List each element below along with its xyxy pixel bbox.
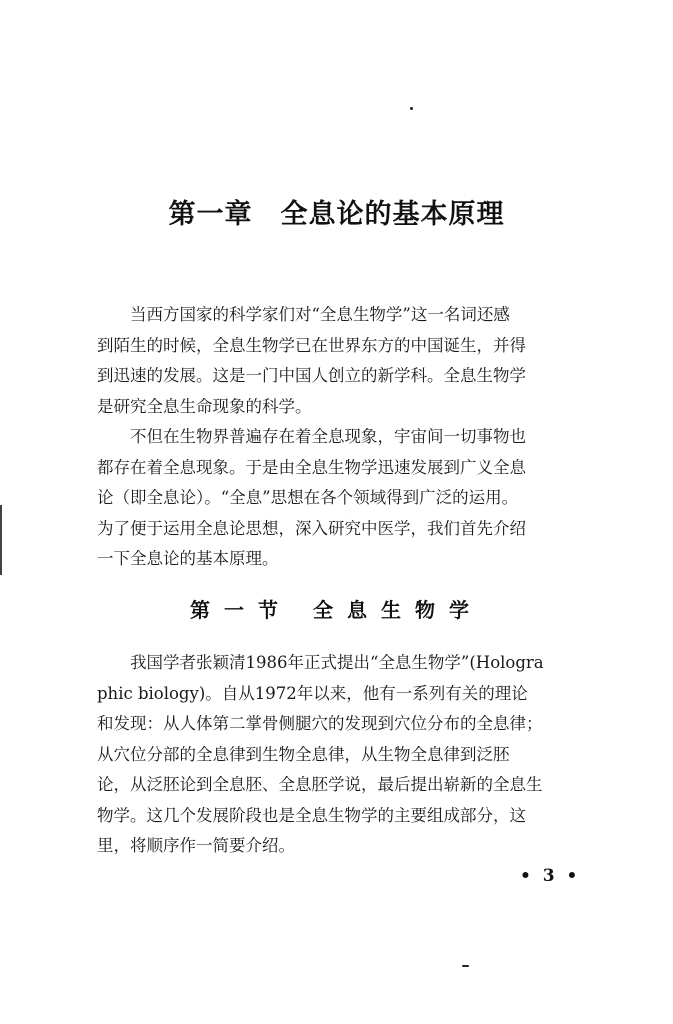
print-speck xyxy=(462,965,469,967)
paragraph-line: 到迅速的发展。这是一门中国人创立的新学科。全息生物学 xyxy=(97,366,526,385)
paragraph-line: 物学。这几个发展阶段也是全息生物学的主要组成部分，这 xyxy=(97,805,526,825)
print-speck xyxy=(410,107,413,110)
scan-margin-mark xyxy=(0,505,2,575)
paragraph-line: 到陌生的时候，全息生物学已在世界东方的中国诞生，并得 xyxy=(97,335,526,355)
paragraph-line: 是研究全息生命现象的科学。 xyxy=(97,396,312,416)
paragraph-line: 里，将顺序作一简要介绍。 xyxy=(97,836,295,855)
paragraph-line: phic biology)。自从1972年以来，他有一系列有关的理论 xyxy=(97,683,528,703)
page-number: • 3 • xyxy=(520,866,581,886)
paragraph-line: 从穴位分部的全息律到生物全息律，从生物全息律到泛胚 xyxy=(97,744,510,764)
intro-paragraph-1 xyxy=(97,300,605,422)
paragraph-line: 我国学者张颖清1986年正式提出“全息生物学”(Hologra xyxy=(130,653,544,672)
paragraph-line: 论，从泛胚论到全息胚、全息胚学说，最后提出崭新的全息生 xyxy=(97,775,543,794)
section-title: 第一节 全息生物学 xyxy=(190,598,483,622)
paragraph-line: 都存在着全息现象。于是由全息生物学迅速发展到广义全息 xyxy=(97,457,526,477)
section-paragraph xyxy=(97,648,605,862)
paragraph-line: 一下全息论的基本原理。 xyxy=(97,549,279,568)
paragraph-line: 不但在生物界普遍存在着全息现象，宇宙间一切事物也 xyxy=(130,427,526,446)
paragraph-line: 论（即全息论）。“全息”思想在各个领域得到广泛的运用。 xyxy=(97,488,519,507)
intro-paragraph-2 xyxy=(97,422,605,575)
paragraph-line: 和发现：从人体第二掌骨侧腿穴的发现到穴位分布的全息律； xyxy=(97,714,543,733)
paragraph-line: 当西方国家的科学家们对“全息生物学”这一名词还感 xyxy=(130,305,510,324)
chapter-title: 第一章 全息论的基本原理 xyxy=(168,199,505,230)
paragraph-line: 为了便于运用全息论思想，深入研究中医学，我们首先介绍 xyxy=(97,518,526,538)
